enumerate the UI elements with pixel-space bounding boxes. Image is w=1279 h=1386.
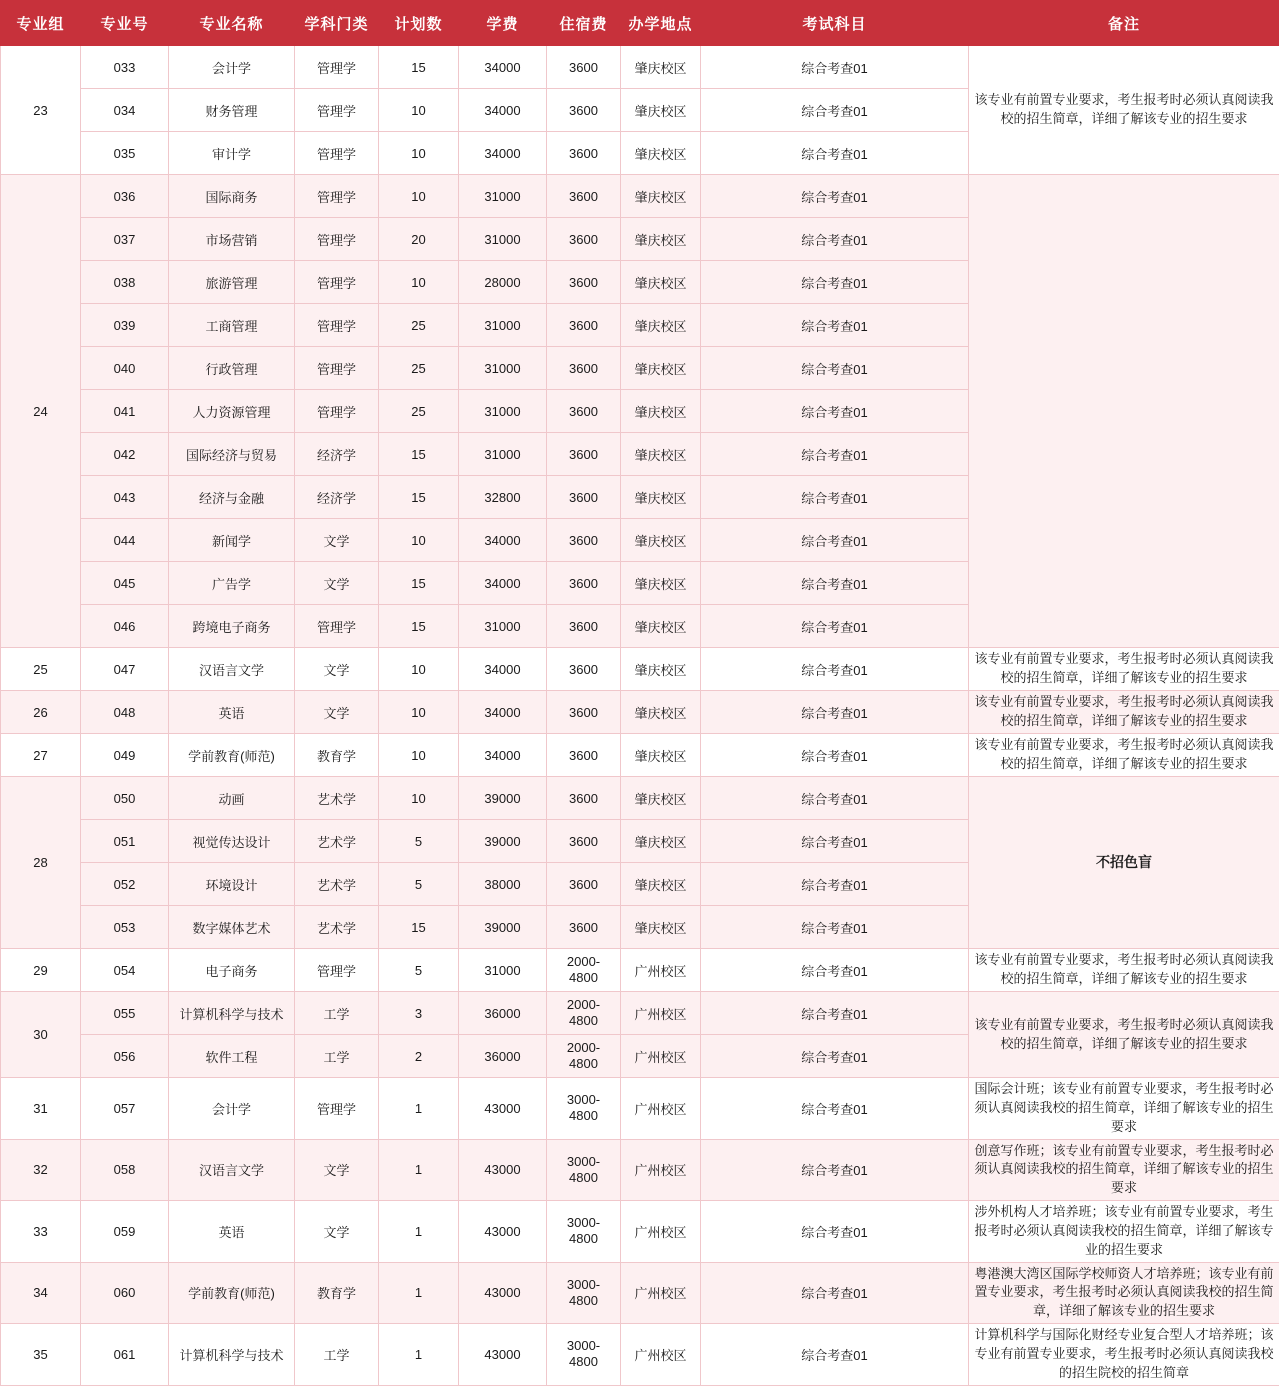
cell-dorm-fee: 2000- 4800: [547, 1035, 621, 1078]
cell-major-name: 跨境电子商务: [169, 605, 295, 648]
column-header-exam: 考试科目: [701, 1, 969, 46]
cell-group: 27: [1, 734, 81, 777]
cell-discipline: 文学: [295, 562, 379, 605]
cell-tuition: 43000: [459, 1078, 547, 1140]
cell-dorm-fee: 3000- 4800: [547, 1201, 621, 1263]
cell-exam-subject: 综合考查01: [701, 476, 969, 519]
cell-exam-subject: 综合考查01: [701, 863, 969, 906]
cell-major-name: 新闻学: [169, 519, 295, 562]
cell-tuition: 39000: [459, 906, 547, 949]
cell-campus: 肇庆校区: [621, 89, 701, 132]
cell-major-code: 049: [81, 734, 169, 777]
table-header-row: [1, 1, 1279, 46]
cell-dorm-fee: 3600: [547, 648, 621, 691]
cell-exam-subject: 综合考查01: [701, 605, 969, 648]
cell-dorm-fee: 3600: [547, 89, 621, 132]
cell-exam-subject: 综合考查01: [701, 734, 969, 777]
cell-dorm-fee: 3000- 4800: [547, 1262, 621, 1324]
cell-plan-count: 1: [379, 1262, 459, 1324]
cell-tuition: 39000: [459, 820, 547, 863]
cell-remark: 粤港澳大湾区国际学校师资人才培养班；该专业有前置专业要求，考生报考时必须认真阅读我校的招生简章，详细了解该专业的招生要求: [969, 1262, 1279, 1324]
cell-tuition: 31000: [459, 218, 547, 261]
cell-group: 23: [1, 46, 81, 175]
cell-discipline: 文学: [295, 691, 379, 734]
cell-campus: 广州校区: [621, 1324, 701, 1386]
cell-tuition: 31000: [459, 175, 547, 218]
cell-campus: 肇庆校区: [621, 648, 701, 691]
cell-plan-count: 10: [379, 734, 459, 777]
cell-major-name: 学前教育(师范): [169, 1262, 295, 1324]
cell-campus: 肇庆校区: [621, 132, 701, 175]
cell-major-name: 汉语言文学: [169, 1139, 295, 1201]
cell-discipline: 艺术学: [295, 777, 379, 820]
table-header: [1, 1, 1279, 46]
cell-campus: 广州校区: [621, 1078, 701, 1140]
cell-major-name: 经济与金融: [169, 476, 295, 519]
cell-campus: 肇庆校区: [621, 390, 701, 433]
cell-plan-count: 10: [379, 175, 459, 218]
table-row: [1, 734, 1279, 777]
cell-tuition: 34000: [459, 648, 547, 691]
column-header-campus: 办学地点: [621, 1, 701, 46]
cell-exam-subject: 综合考查01: [701, 648, 969, 691]
cell-exam-subject: 综合考查01: [701, 820, 969, 863]
cell-exam-subject: 综合考查01: [701, 218, 969, 261]
cell-dorm-fee: 3600: [547, 175, 621, 218]
cell-exam-subject: 综合考查01: [701, 433, 969, 476]
cell-major-code: 038: [81, 261, 169, 304]
cell-major-code: 054: [81, 949, 169, 992]
cell-campus: 肇庆校区: [621, 562, 701, 605]
cell-group: 25: [1, 648, 81, 691]
cell-major-code: 034: [81, 89, 169, 132]
cell-discipline: 经济学: [295, 433, 379, 476]
cell-group: 28: [1, 777, 81, 949]
cell-tuition: 39000: [459, 777, 547, 820]
cell-plan-count: 15: [379, 433, 459, 476]
cell-remark: 该专业有前置专业要求，考生报考时必须认真阅读我校的招生简章，详细了解该专业的招生要求: [969, 992, 1279, 1078]
cell-group: 32: [1, 1139, 81, 1201]
cell-tuition: 43000: [459, 1324, 547, 1386]
cell-major-code: 035: [81, 132, 169, 175]
cell-discipline: 管理学: [295, 390, 379, 433]
cell-group: 30: [1, 992, 81, 1078]
cell-campus: 肇庆校区: [621, 218, 701, 261]
cell-major-name: 人力资源管理: [169, 390, 295, 433]
cell-discipline: 经济学: [295, 476, 379, 519]
cell-exam-subject: 综合考查01: [701, 1262, 969, 1324]
cell-campus: 肇庆校区: [621, 863, 701, 906]
cell-campus: 广州校区: [621, 1262, 701, 1324]
cell-exam-subject: 综合考查01: [701, 562, 969, 605]
cell-dorm-fee: 2000- 4800: [547, 949, 621, 992]
cell-exam-subject: 综合考查01: [701, 390, 969, 433]
cell-tuition: 31000: [459, 347, 547, 390]
cell-plan-count: 10: [379, 261, 459, 304]
cell-tuition: 31000: [459, 433, 547, 476]
cell-major-code: 041: [81, 390, 169, 433]
cell-tuition: 31000: [459, 605, 547, 648]
cell-major-code: 033: [81, 46, 169, 89]
cell-discipline: 管理学: [295, 605, 379, 648]
cell-exam-subject: 综合考查01: [701, 992, 969, 1035]
cell-group: 29: [1, 949, 81, 992]
cell-major-name: 计算机科学与技术: [169, 992, 295, 1035]
cell-dorm-fee: 3600: [547, 347, 621, 390]
cell-major-code: 057: [81, 1078, 169, 1140]
cell-campus: 肇庆校区: [621, 347, 701, 390]
cell-group: 35: [1, 1324, 81, 1386]
cell-campus: 广州校区: [621, 949, 701, 992]
cell-major-name: 数字媒体艺术: [169, 906, 295, 949]
cell-dorm-fee: 3600: [547, 734, 621, 777]
cell-plan-count: 15: [379, 476, 459, 519]
cell-discipline: 文学: [295, 1201, 379, 1263]
cell-discipline: 文学: [295, 519, 379, 562]
cell-major-code: 048: [81, 691, 169, 734]
cell-dorm-fee: 3600: [547, 777, 621, 820]
cell-major-name: 英语: [169, 1201, 295, 1263]
cell-remark: 不招色盲: [969, 777, 1279, 949]
cell-dorm-fee: 3000- 4800: [547, 1139, 621, 1201]
cell-plan-count: 5: [379, 863, 459, 906]
cell-tuition: 36000: [459, 992, 547, 1035]
cell-remark: 该专业有前置专业要求，考生报考时必须认真阅读我校的招生简章，详细了解该专业的招生要求: [969, 734, 1279, 777]
cell-major-name: 会计学: [169, 46, 295, 89]
cell-major-name: 行政管理: [169, 347, 295, 390]
cell-tuition: 43000: [459, 1139, 547, 1201]
cell-major-code: 052: [81, 863, 169, 906]
cell-campus: 肇庆校区: [621, 906, 701, 949]
cell-dorm-fee: 3600: [547, 433, 621, 476]
cell-major-code: 039: [81, 304, 169, 347]
cell-remark: 涉外机构人才培养班；该专业有前置专业要求，考生报考时必须认真阅读我校的招生简章，详细了解该专业的招生要求: [969, 1201, 1279, 1263]
cell-campus: 肇庆校区: [621, 175, 701, 218]
cell-campus: 肇庆校区: [621, 46, 701, 89]
cell-discipline: 教育学: [295, 1262, 379, 1324]
cell-exam-subject: 综合考查01: [701, 89, 969, 132]
table-row: [1, 949, 1279, 992]
cell-major-name: 学前教育(师范): [169, 734, 295, 777]
cell-remark: 该专业有前置专业要求，考生报考时必须认真阅读我校的招生简章，详细了解该专业的招生要求: [969, 691, 1279, 734]
cell-major-name: 广告学: [169, 562, 295, 605]
cell-campus: 肇庆校区: [621, 734, 701, 777]
cell-exam-subject: 综合考查01: [701, 304, 969, 347]
cell-dorm-fee: 3600: [547, 691, 621, 734]
cell-campus: 肇庆校区: [621, 605, 701, 648]
cell-major-name: 汉语言文学: [169, 648, 295, 691]
cell-major-code: 060: [81, 1262, 169, 1324]
cell-group: 34: [1, 1262, 81, 1324]
table-row: [1, 992, 1279, 1035]
cell-tuition: 34000: [459, 562, 547, 605]
cell-dorm-fee: 3600: [547, 218, 621, 261]
cell-remark: 创意写作班；该专业有前置专业要求，考生报考时必须认真阅读我校的招生简章，详细了解该专业的招生要求: [969, 1139, 1279, 1201]
cell-dorm-fee: 3600: [547, 605, 621, 648]
table-row: [1, 1078, 1279, 1140]
cell-campus: 广州校区: [621, 992, 701, 1035]
cell-plan-count: 10: [379, 648, 459, 691]
cell-major-code: 051: [81, 820, 169, 863]
cell-major-name: 国际商务: [169, 175, 295, 218]
cell-major-name: 动画: [169, 777, 295, 820]
cell-tuition: 34000: [459, 734, 547, 777]
cell-plan-count: 20: [379, 218, 459, 261]
cell-discipline: 管理学: [295, 132, 379, 175]
cell-dorm-fee: 3000- 4800: [547, 1324, 621, 1386]
cell-dorm-fee: 3600: [547, 476, 621, 519]
cell-major-code: 044: [81, 519, 169, 562]
cell-plan-count: 10: [379, 89, 459, 132]
cell-discipline: 管理学: [295, 175, 379, 218]
table-row: [1, 1324, 1279, 1386]
cell-dorm-fee: 3600: [547, 261, 621, 304]
cell-major-name: 工商管理: [169, 304, 295, 347]
cell-remark: 国际会计班；该专业有前置专业要求，考生报考时必须认真阅读我校的招生简章，详细了解该专业的招生要求: [969, 1078, 1279, 1140]
cell-dorm-fee: 3600: [547, 906, 621, 949]
cell-exam-subject: 综合考查01: [701, 1139, 969, 1201]
cell-tuition: 34000: [459, 132, 547, 175]
cell-discipline: 管理学: [295, 347, 379, 390]
cell-campus: 广州校区: [621, 1035, 701, 1078]
cell-exam-subject: 综合考查01: [701, 46, 969, 89]
cell-discipline: 艺术学: [295, 906, 379, 949]
cell-tuition: 31000: [459, 390, 547, 433]
cell-major-code: 046: [81, 605, 169, 648]
cell-exam-subject: 综合考查01: [701, 347, 969, 390]
cell-group: 24: [1, 175, 81, 648]
cell-group: 33: [1, 1201, 81, 1263]
cell-tuition: 31000: [459, 304, 547, 347]
table-body: [1, 46, 1279, 1386]
cell-dorm-fee: 3600: [547, 863, 621, 906]
cell-dorm-fee: 3600: [547, 132, 621, 175]
cell-campus: 肇庆校区: [621, 691, 701, 734]
cell-plan-count: 1: [379, 1201, 459, 1263]
cell-major-code: 056: [81, 1035, 169, 1078]
cell-major-code: 040: [81, 347, 169, 390]
cell-campus: 肇庆校区: [621, 820, 701, 863]
cell-major-code: 061: [81, 1324, 169, 1386]
table-row: [1, 1201, 1279, 1263]
cell-dorm-fee: 3600: [547, 519, 621, 562]
cell-campus: 肇庆校区: [621, 519, 701, 562]
cell-exam-subject: 综合考查01: [701, 519, 969, 562]
column-header-dorm: 住宿费: [547, 1, 621, 46]
cell-exam-subject: 综合考查01: [701, 175, 969, 218]
column-header-plan: 计划数: [379, 1, 459, 46]
cell-plan-count: 1: [379, 1139, 459, 1201]
cell-campus: 肇庆校区: [621, 261, 701, 304]
cell-dorm-fee: 3000- 4800: [547, 1078, 621, 1140]
cell-plan-count: 15: [379, 605, 459, 648]
cell-tuition: 43000: [459, 1201, 547, 1263]
cell-remark: 该专业有前置专业要求，考生报考时必须认真阅读我校的招生简章，详细了解该专业的招生要求: [969, 46, 1279, 175]
cell-dorm-fee: 3600: [547, 562, 621, 605]
cell-tuition: 38000: [459, 863, 547, 906]
cell-major-code: 036: [81, 175, 169, 218]
cell-exam-subject: 综合考查01: [701, 1035, 969, 1078]
cell-tuition: 34000: [459, 691, 547, 734]
cell-tuition: 34000: [459, 46, 547, 89]
cell-discipline: 教育学: [295, 734, 379, 777]
cell-major-name: 市场营销: [169, 218, 295, 261]
cell-tuition: 43000: [459, 1262, 547, 1324]
cell-plan-count: 10: [379, 132, 459, 175]
cell-major-name: 审计学: [169, 132, 295, 175]
cell-dorm-fee: 3600: [547, 820, 621, 863]
cell-major-name: 环境设计: [169, 863, 295, 906]
cell-major-code: 045: [81, 562, 169, 605]
cell-major-name: 电子商务: [169, 949, 295, 992]
cell-plan-count: 10: [379, 691, 459, 734]
cell-major-code: 053: [81, 906, 169, 949]
cell-exam-subject: 综合考查01: [701, 691, 969, 734]
cell-exam-subject: 综合考查01: [701, 261, 969, 304]
cell-major-code: 058: [81, 1139, 169, 1201]
cell-exam-subject: 综合考查01: [701, 132, 969, 175]
cell-plan-count: 25: [379, 347, 459, 390]
cell-campus: 肇庆校区: [621, 777, 701, 820]
cell-major-code: 059: [81, 1201, 169, 1263]
cell-exam-subject: 综合考查01: [701, 906, 969, 949]
cell-group: 26: [1, 691, 81, 734]
cell-dorm-fee: 3600: [547, 304, 621, 347]
table-row: [1, 46, 1279, 89]
cell-campus: 广州校区: [621, 1201, 701, 1263]
cell-remark: [969, 175, 1279, 648]
cell-tuition: 36000: [459, 1035, 547, 1078]
cell-major-code: 042: [81, 433, 169, 476]
cell-discipline: 管理学: [295, 304, 379, 347]
table-row: [1, 691, 1279, 734]
column-header-remark: 备注: [969, 1, 1279, 46]
cell-discipline: 管理学: [295, 1078, 379, 1140]
cell-campus: 肇庆校区: [621, 476, 701, 519]
cell-major-name: 视觉传达设计: [169, 820, 295, 863]
cell-major-code: 050: [81, 777, 169, 820]
table-row: [1, 777, 1279, 820]
cell-major-name: 计算机科学与技术: [169, 1324, 295, 1386]
table-row: [1, 648, 1279, 691]
cell-discipline: 管理学: [295, 218, 379, 261]
cell-exam-subject: 综合考查01: [701, 1201, 969, 1263]
cell-plan-count: 5: [379, 820, 459, 863]
cell-plan-count: 1: [379, 1078, 459, 1140]
cell-exam-subject: 综合考查01: [701, 777, 969, 820]
cell-plan-count: 10: [379, 519, 459, 562]
cell-remark: 该专业有前置专业要求，考生报考时必须认真阅读我校的招生简章，详细了解该专业的招生要求: [969, 949, 1279, 992]
cell-campus: 肇庆校区: [621, 304, 701, 347]
cell-group: 31: [1, 1078, 81, 1140]
cell-dorm-fee: 3600: [547, 46, 621, 89]
cell-discipline: 管理学: [295, 89, 379, 132]
cell-major-code: 055: [81, 992, 169, 1035]
cell-discipline: 工学: [295, 992, 379, 1035]
cell-campus: 肇庆校区: [621, 433, 701, 476]
cell-exam-subject: 综合考查01: [701, 1324, 969, 1386]
cell-plan-count: 1: [379, 1324, 459, 1386]
cell-tuition: 28000: [459, 261, 547, 304]
cell-discipline: 管理学: [295, 261, 379, 304]
cell-discipline: 工学: [295, 1035, 379, 1078]
column-header-code: 专业号: [81, 1, 169, 46]
cell-tuition: 34000: [459, 519, 547, 562]
table-row: [1, 1139, 1279, 1201]
cell-major-name: 财务管理: [169, 89, 295, 132]
cell-major-name: 会计学: [169, 1078, 295, 1140]
cell-campus: 广州校区: [621, 1139, 701, 1201]
column-header-group: 专业组: [1, 1, 81, 46]
cell-major-code: 047: [81, 648, 169, 691]
cell-plan-count: 15: [379, 562, 459, 605]
table-row: [1, 175, 1279, 218]
cell-discipline: 文学: [295, 1139, 379, 1201]
cell-plan-count: 15: [379, 906, 459, 949]
cell-major-name: 国际经济与贸易: [169, 433, 295, 476]
cell-major-code: 037: [81, 218, 169, 261]
cell-exam-subject: 综合考查01: [701, 1078, 969, 1140]
column-header-name: 专业名称: [169, 1, 295, 46]
cell-tuition: 34000: [459, 89, 547, 132]
cell-discipline: 管理学: [295, 46, 379, 89]
cell-remark: 计算机科学与国际化财经专业复合型人才培养班；该专业有前置专业要求，考生报考时必须认真阅读我校的招生院校的招生简章: [969, 1324, 1279, 1386]
cell-plan-count: 25: [379, 304, 459, 347]
cell-tuition: 31000: [459, 949, 547, 992]
cell-major-code: 043: [81, 476, 169, 519]
cell-dorm-fee: 2000- 4800: [547, 992, 621, 1035]
column-header-tuition: 学费: [459, 1, 547, 46]
cell-plan-count: 3: [379, 992, 459, 1035]
cell-dorm-fee: 3600: [547, 390, 621, 433]
cell-discipline: 工学: [295, 1324, 379, 1386]
cell-remark: 该专业有前置专业要求，考生报考时必须认真阅读我校的招生简章，详细了解该专业的招生要求: [969, 648, 1279, 691]
cell-tuition: 32800: [459, 476, 547, 519]
cell-major-name: 软件工程: [169, 1035, 295, 1078]
cell-discipline: 艺术学: [295, 820, 379, 863]
cell-discipline: 艺术学: [295, 863, 379, 906]
cell-major-name: 英语: [169, 691, 295, 734]
cell-plan-count: 15: [379, 46, 459, 89]
table-row: [1, 1262, 1279, 1324]
cell-plan-count: 10: [379, 777, 459, 820]
cell-major-name: 旅游管理: [169, 261, 295, 304]
cell-discipline: 管理学: [295, 949, 379, 992]
cell-plan-count: 2: [379, 1035, 459, 1078]
cell-plan-count: 25: [379, 390, 459, 433]
cell-plan-count: 5: [379, 949, 459, 992]
column-header-discipline: 学科门类: [295, 1, 379, 46]
cell-exam-subject: 综合考查01: [701, 949, 969, 992]
cell-discipline: 文学: [295, 648, 379, 691]
